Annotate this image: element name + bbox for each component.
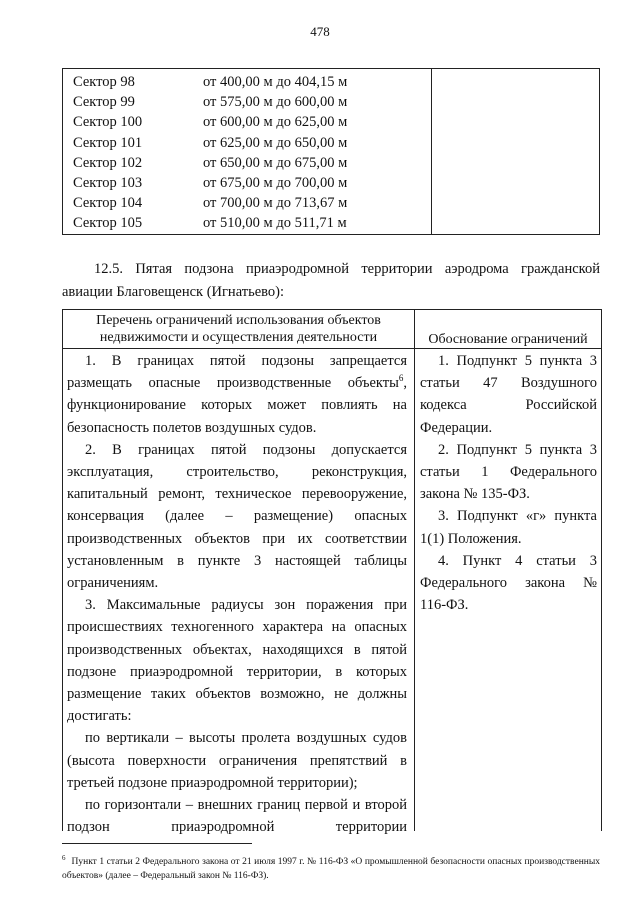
- sector-row: [73, 72, 431, 92]
- header-restrictions: [63, 312, 414, 346]
- sector-name: Сектор 101: [73, 134, 143, 151]
- sector-row: [73, 112, 431, 132]
- sector-name: Сектор 105: [73, 215, 143, 232]
- sector-row: [73, 133, 431, 153]
- sector-range: от 400,00 м до 404,15 м: [203, 74, 348, 90]
- sector-range: от 510,00 м до 511,71 м: [203, 215, 347, 232]
- sector-range: от 575,00 м до 600,00 м: [203, 94, 348, 111]
- justification-item-3: 3. Подпункт «г» пункта 1(1) Положения.: [420, 508, 597, 547]
- header-justification: Обоснование ограничений: [428, 332, 588, 347]
- footnote: [62, 851, 600, 883]
- justification-item-2: 2. Подпункт 5 пункта 3 статьи 1 Федерального закона № 135-ФЗ.: [420, 441, 597, 503]
- header-restrictions-line-1: Перечень ограничений использования объектов: [96, 313, 381, 328]
- sector-row: [73, 92, 431, 112]
- sector-row: [73, 193, 431, 213]
- section-heading-line-2: авиации Благовещенск (Игнатьево):: [62, 284, 284, 300]
- section-heading-line-1: 12.5. Пятая подзона приаэродромной территории аэродрома гражданской: [94, 261, 600, 277]
- restriction-item-3: 3. Максимальные радиусы зон поражения при происшествиях техногенного характера на опасных производственных объектах, находящихся в пятой подзоне приаэродромной территории, в которых размещение таких объектов возможно, не должны достигать:: [67, 597, 407, 725]
- sector-row: [73, 213, 431, 233]
- sectors-list-cell: [63, 69, 432, 235]
- sector-range: от 600,00 м до 625,00 м: [203, 114, 348, 131]
- sector-name: Сектор 99: [73, 94, 135, 111]
- sector-range: от 650,00 м до 675,00 м: [203, 154, 348, 171]
- justification-item-1: 1. Подпункт 5 пункта 3 статьи 47 Воздушного кодекса Российской Федерации.: [420, 353, 597, 436]
- sector-name: Сектор 103: [73, 174, 143, 191]
- sector-name: Сектор 104: [73, 195, 143, 212]
- sectors-table: [62, 68, 600, 235]
- restrictions-cell: [67, 350, 407, 838]
- footnote-text: Пункт 1 статьи 2 Федерального закона от 21 июля 1997 г. № 116-ФЗ «О промышленной безопасности опасных производственных объектов» (далее – Федеральный закон № 116-ФЗ).: [62, 857, 600, 882]
- restriction-item-vertical: по вертикали – высоты пролета воздушных судов (высота поверхности ограничения препятствий в третьей подзоне приаэродромной территории);: [67, 730, 407, 791]
- footnote-ref: 6: [398, 373, 404, 384]
- column-divider: [414, 310, 415, 831]
- header-divider: [63, 348, 601, 349]
- footnote-separator: [62, 843, 252, 844]
- sector-range: от 625,00 м до 650,00 м: [203, 134, 348, 151]
- sector-row: [73, 153, 431, 173]
- sector-range: от 700,00 м до 713,67 м: [203, 195, 348, 212]
- sector-row: [73, 173, 431, 193]
- header-restrictions-line-2: недвижимости и осуществления деятельности: [99, 330, 378, 345]
- justification-cell: [420, 350, 597, 616]
- sectors-empty-cell: [431, 69, 599, 235]
- sector-name: Сектор 98: [73, 74, 135, 90]
- footnote-mark: 6: [62, 854, 66, 862]
- page-number: 478: [310, 24, 330, 39]
- restriction-item-1-rest: , функционирование которых может повлиять на безопасность полетов воздушных судов.: [67, 375, 407, 436]
- restrictions-table: [62, 309, 602, 836]
- sector-range: от 675,00 м до 700,00 м: [203, 174, 348, 191]
- restriction-item-horizontal: по горизонтали – внешних границ первой и второй подзон приаэродромной территории: [67, 797, 407, 836]
- restriction-item-1-text: 1. В границах пятой подзоны запрещается размещать опасные производственные объекты: [67, 353, 407, 392]
- restriction-item-1: [67, 350, 407, 439]
- sector-name: Сектор 102: [73, 154, 143, 171]
- restriction-item-2: 2. В границах пятой подзоны допускается эксплуатация, строительство, реконструкция, капитальный ремонт, техническое перевооружение, консервация (далее – размещение) опасных производственных объектов при их соответствии установленным в пункте 3 настоящей таблицы ограничениям.: [67, 441, 407, 592]
- justification-item-4: 4. Пункт 4 статьи 3 Федерального закона № 116-ФЗ.: [420, 552, 597, 614]
- sector-name: Сектор 100: [73, 114, 143, 131]
